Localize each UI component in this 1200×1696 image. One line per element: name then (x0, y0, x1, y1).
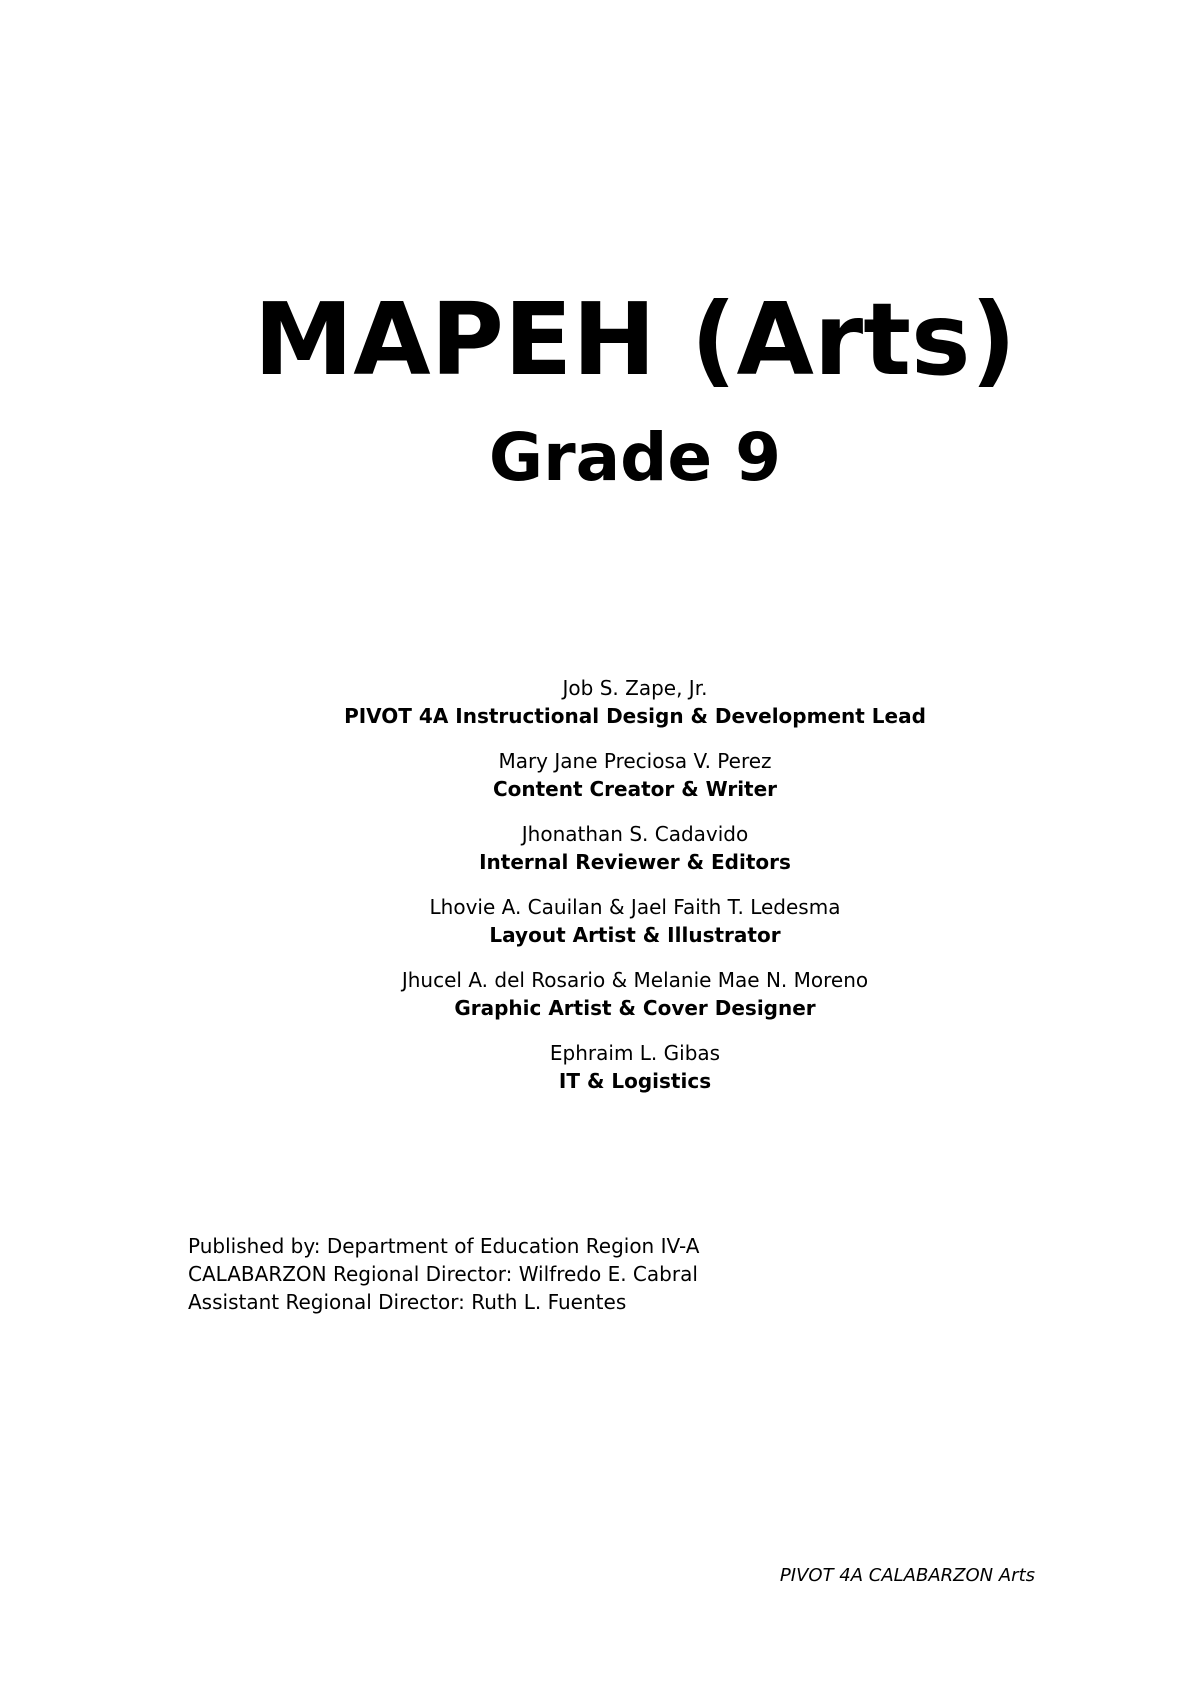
assistant-director-line: Assistant Regional Director: Ruth L. Fuentes (188, 1290, 627, 1314)
credit-role: Internal Reviewer & Editors (479, 850, 791, 874)
credit-entry (0, 966, 1200, 1039)
credit-role: Graphic Artist & Cover Designer (454, 996, 816, 1020)
credit-entry (0, 893, 1200, 966)
credit-name: Job S. Zape, Jr. (562, 676, 708, 700)
credit-role: Layout Artist & Illustrator (489, 923, 781, 947)
credit-name: Ephraim L. Gibas (549, 1041, 721, 1065)
credit-entry (0, 674, 1200, 747)
credit-entry (0, 747, 1200, 820)
credit-role: PIVOT 4A Instructional Design & Development Lead (344, 704, 926, 728)
credit-role: Content Creator & Writer (492, 777, 778, 801)
regional-director-line: CALABARZON Regional Director: Wilfredo E. Cabral (188, 1262, 698, 1286)
page-title: MAPEH (Arts) (253, 281, 1017, 398)
credit-entry (0, 1039, 1200, 1112)
credit-name: Lhovie A. Cauilan & Jael Faith T. Ledesma (429, 895, 841, 919)
grade-subtitle: Grade 9 (488, 419, 782, 496)
credit-role: IT & Logistics (558, 1069, 712, 1093)
credit-name: Jhonathan S. Cadavido (521, 822, 749, 846)
publisher-block (188, 1232, 699, 1316)
publisher-line: Published by: Department of Education Region IV-A (188, 1234, 700, 1258)
credit-entry (0, 820, 1200, 893)
credits-list (0, 674, 1200, 1112)
page-footer: PIVOT 4A CALABARZON Arts (779, 1565, 1035, 1586)
credit-name: Mary Jane Preciosa V. Perez (498, 749, 772, 773)
credit-name: Jhucel A. del Rosario & Melanie Mae N. Moreno (401, 968, 869, 992)
